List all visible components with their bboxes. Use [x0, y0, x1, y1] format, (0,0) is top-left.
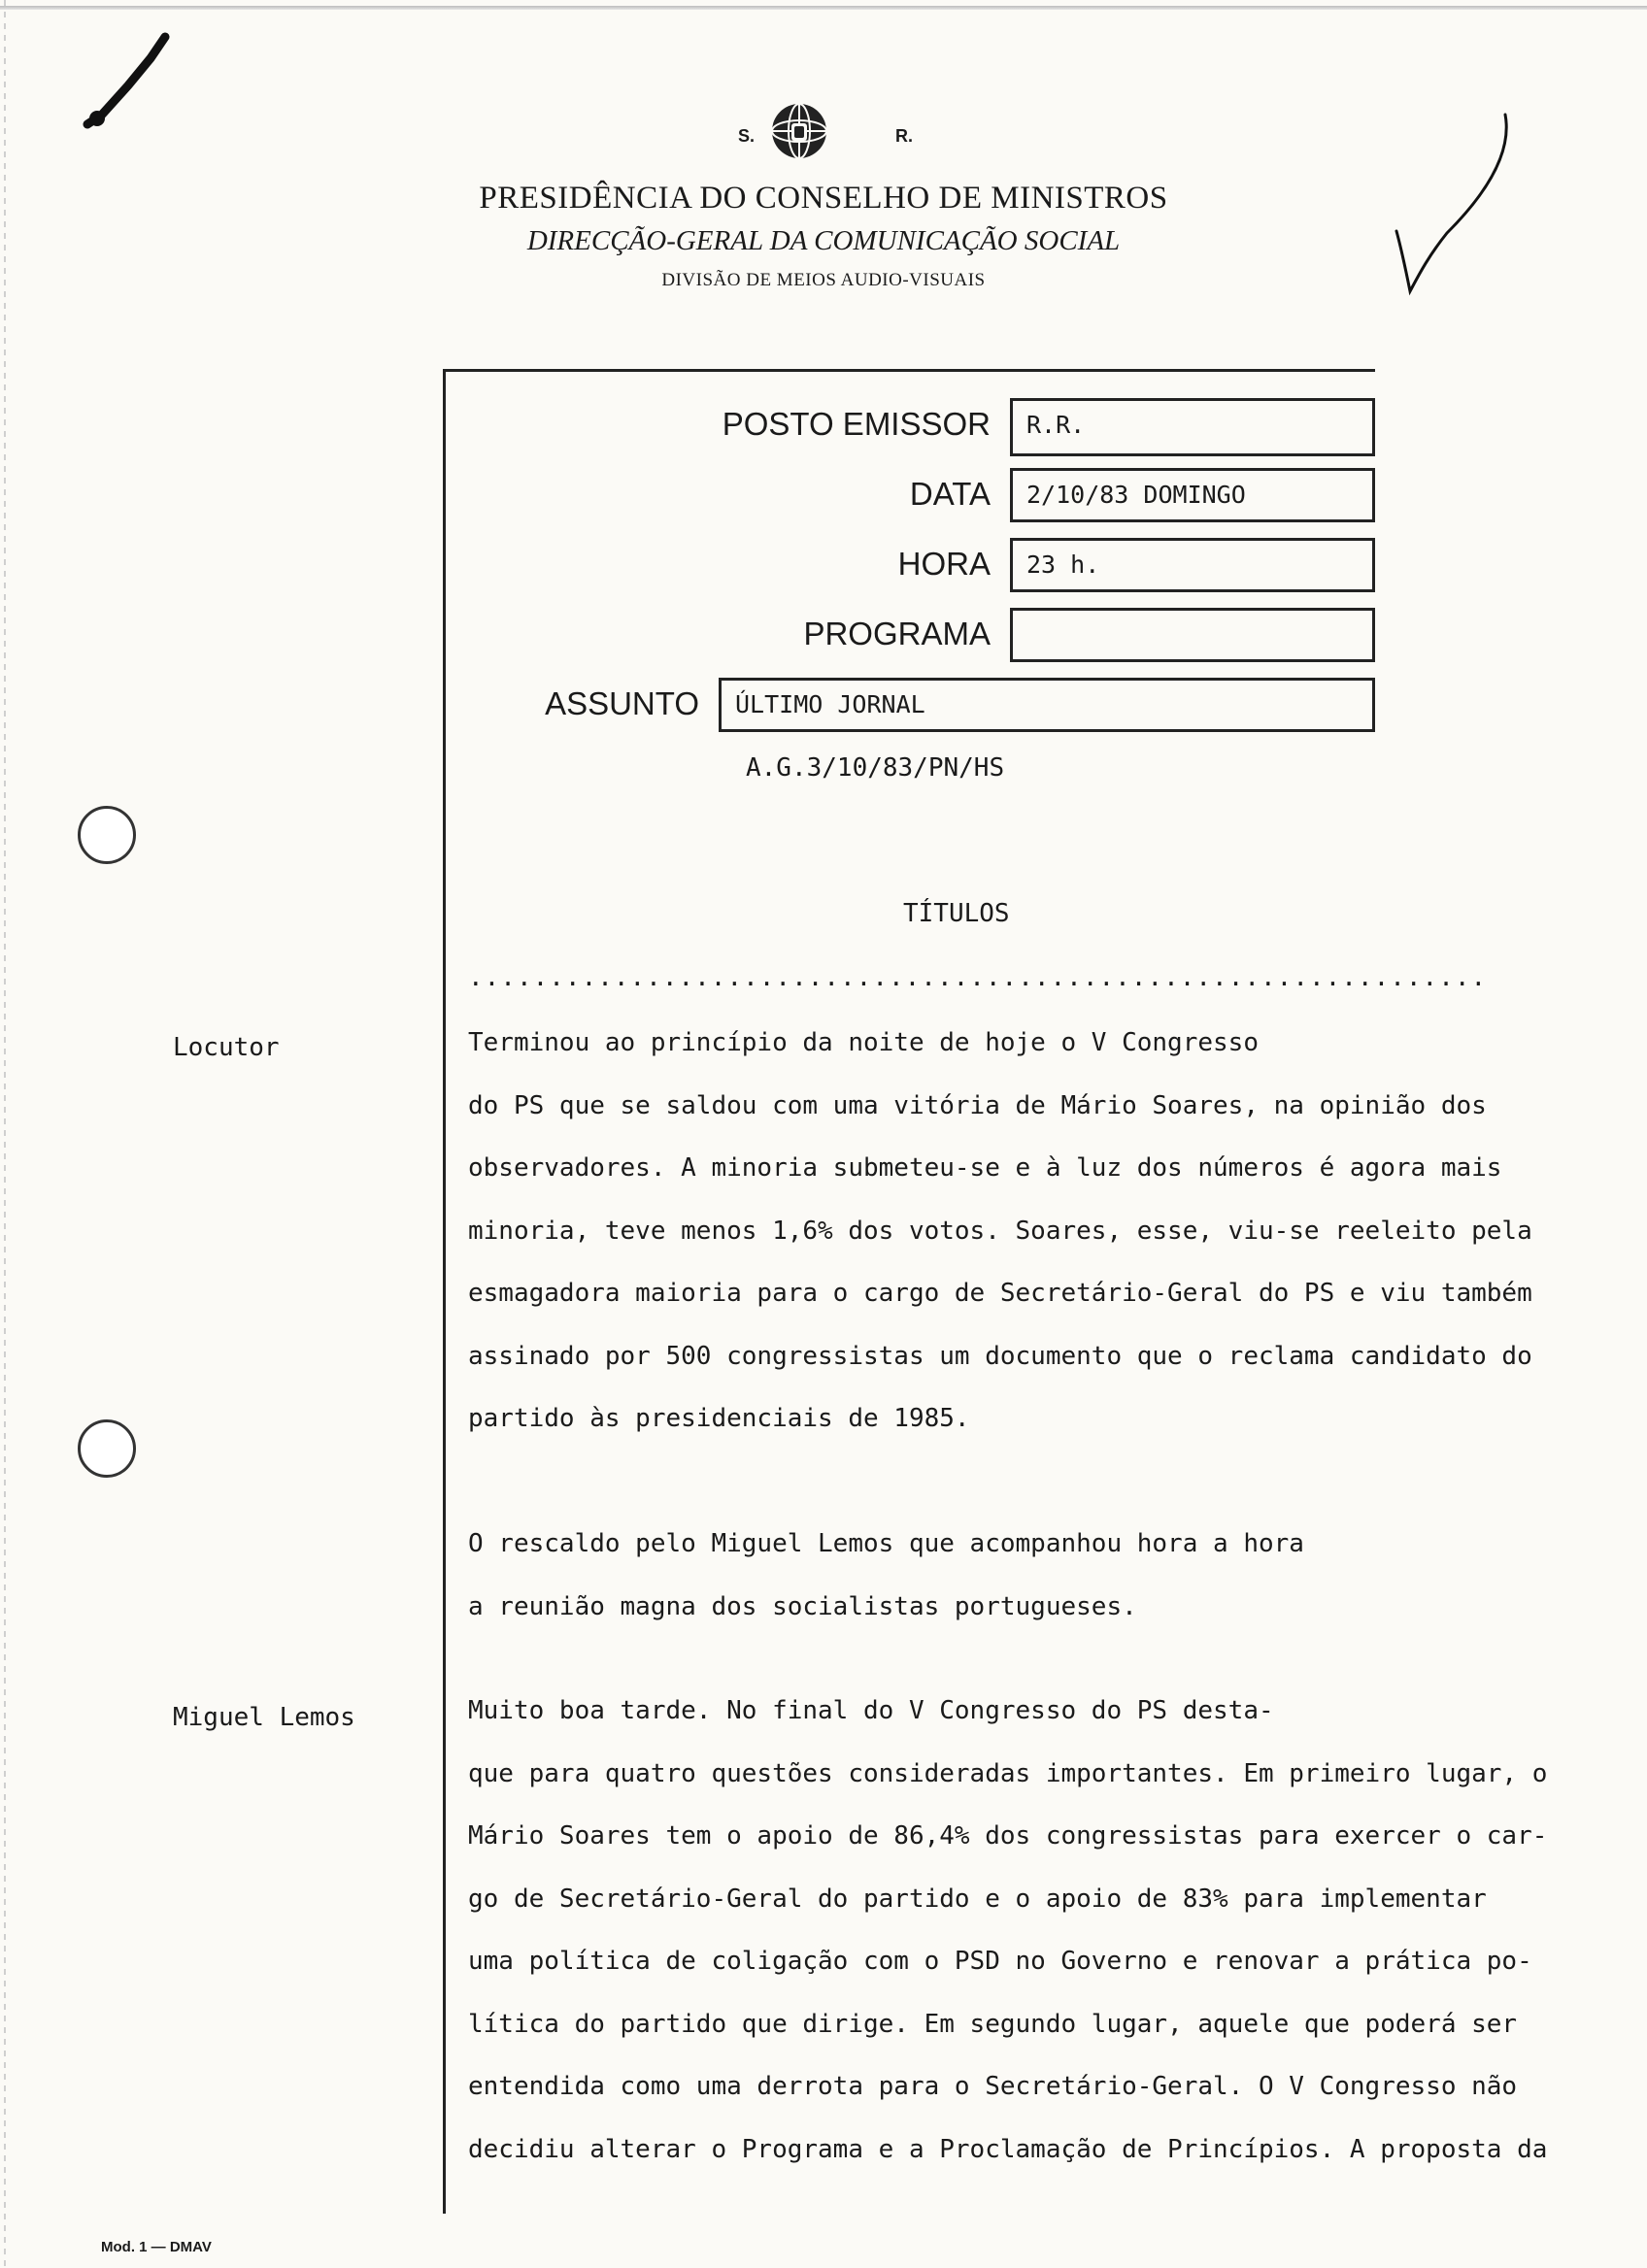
- programa-field: [1010, 608, 1375, 662]
- paragraph-3-line: go de Secretário-Geral do partido e o apoio de 83% para implementar: [468, 1884, 1487, 1914]
- punch-hole-lower: [78, 1419, 136, 1478]
- scan-edge-top: [0, 6, 1647, 10]
- form-code: Mod. 1 — DMAV: [101, 2239, 212, 2255]
- posto-emissor-field: [1010, 398, 1375, 456]
- paragraph-1-line: observadores. A minoria submeteu-se e à luz dos números é agora mais: [468, 1153, 1502, 1183]
- speaker-miguel-lemos: Miguel Lemos: [173, 1703, 355, 1732]
- paragraph-1-line: do PS que se saldou com uma vitória de Mário Soares, na opinião dos: [468, 1090, 1487, 1120]
- data-field: [1010, 468, 1375, 522]
- ministry-title: PRESIDÊNCIA DO CONSELHO DE MINISTROS: [479, 181, 1168, 216]
- form-frame-top: [443, 369, 1375, 372]
- paragraph-1-line: partido às presidenciais de 1985.: [468, 1404, 970, 1433]
- reference-code: A.G.3/10/83/PN/HS: [746, 753, 1005, 783]
- paragraph-1-line: Terminou ao princípio da noite de hoje o V Congresso: [468, 1028, 1259, 1057]
- paragraph-2: [468, 1513, 1647, 1638]
- paragraph-3: [468, 1680, 1647, 2181]
- government-seal-icon: [769, 101, 829, 161]
- division-title: DIVISÃO DE MEIOS AUDIO-VISUAIS: [661, 270, 986, 290]
- paragraph-1-line: minoria, teve menos 1,6% dos votos. Soares, esse, viu-se reeleito pela: [468, 1216, 1532, 1246]
- paragraph-1: [468, 1012, 1647, 1451]
- paragraph-3-line: Mário Soares tem o apoio de 86,4% dos congressistas para exercer o car-: [468, 1821, 1548, 1851]
- letterhead-initial-left: S.: [738, 126, 756, 146]
- punch-hole-upper: [78, 806, 136, 864]
- letterhead-initial-right: R.: [895, 126, 913, 146]
- paragraph-3-line: decidiu alterar o Programa e a Proclamação de Princípios. A proposta da: [468, 2134, 1548, 2164]
- posto-emissor-label: POSTO EMISSOR: [722, 406, 991, 442]
- directorate-title: DIRECÇÃO-GERAL DA COMUNICAÇÃO SOCIAL: [526, 225, 1121, 256]
- hora-value: 23 h.: [1026, 550, 1100, 579]
- paragraph-2-line: a reunião magna dos socialistas portugueses.: [468, 1591, 1137, 1621]
- paragraph-2-line: O rescaldo pelo Miguel Lemos que acompanhou hora a hora: [468, 1529, 1304, 1558]
- scan-edge-left: [4, 0, 6, 2268]
- assunto-value: ÚLTIMO JORNAL: [735, 690, 925, 718]
- assunto-field: [719, 678, 1375, 732]
- paragraph-3-line: lítica do partido que dirige. Em segundo lugar, aquele que poderá ser: [468, 2009, 1518, 2039]
- data-value: 2/10/83 DOMINGO: [1026, 481, 1246, 509]
- hora-label: HORA: [897, 546, 991, 582]
- data-label: DATA: [909, 476, 991, 512]
- paragraph-1-line: esmagadora maioria para o cargo de Secretário-Geral do PS e viu também: [468, 1279, 1532, 1308]
- paragraph-3-line: uma política de coligação com o PSD no Governo e renovar a prática po-: [468, 1947, 1532, 1976]
- assunto-label: ASSUNTO: [545, 685, 699, 721]
- handwritten-stroke-mark: [58, 29, 175, 136]
- posto-emissor-value: R.R.: [1026, 411, 1086, 439]
- form-frame-left: [443, 369, 446, 2214]
- paragraph-3-line: entendida como uma derrota para o Secretário-Geral. O V Congresso não: [468, 2072, 1518, 2101]
- programa-label: PROGRAMA: [803, 616, 991, 651]
- hora-field: [1010, 538, 1375, 592]
- section-heading: TÍTULOS: [903, 899, 1010, 928]
- speaker-locutor: Locutor: [173, 1033, 280, 1062]
- paragraph-3-line: que para quatro questões consideradas importantes. Em primeiro lugar, o: [468, 1758, 1548, 1788]
- paragraph-3-line: Muito boa tarde. No final do V Congresso do PS desta-: [468, 1696, 1274, 1725]
- paragraph-1-line: assinado por 500 congressistas um documento que o reclama candidato do: [468, 1341, 1532, 1371]
- dotted-separator: ...............................................................: [468, 963, 1488, 992]
